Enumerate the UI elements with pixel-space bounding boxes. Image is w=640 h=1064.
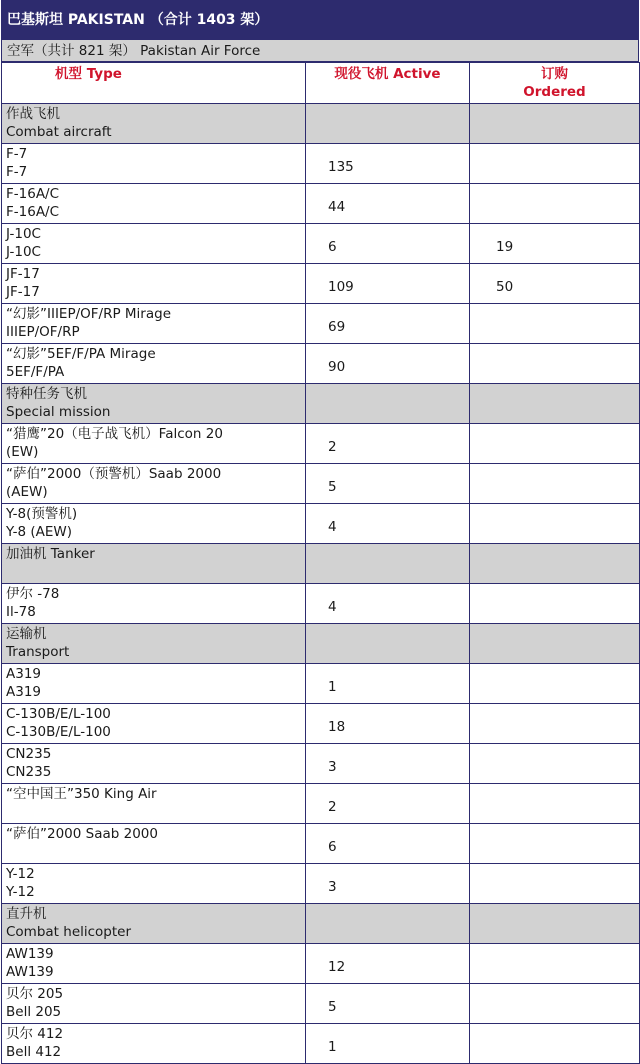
table-row — [2, 944, 640, 984]
type-cell — [2, 144, 306, 184]
ordered-count-cell — [470, 904, 640, 944]
type-cell — [2, 504, 306, 544]
table-row — [2, 664, 640, 704]
type-name-line2: Combat aircraft — [6, 124, 112, 140]
active-count-cell: 18 — [306, 704, 470, 744]
ordered-count-cell — [470, 664, 640, 704]
table-row — [2, 304, 640, 344]
type-name-line2: C-130B/E/L-100 — [6, 724, 111, 740]
type-cell — [2, 104, 306, 144]
type-name-line1: JF-17 — [6, 266, 40, 282]
table-row — [2, 224, 640, 264]
type-name-line2: F-7 — [6, 164, 28, 180]
table-row — [2, 504, 640, 544]
type-cell — [2, 224, 306, 264]
type-cell — [2, 704, 306, 744]
type-name-line1: F-16A/C — [6, 186, 60, 202]
active-count-cell: 1 — [306, 664, 470, 704]
type-name-line1: 直升机 — [6, 906, 47, 922]
type-name-line1: 贝尔 205 — [6, 986, 64, 1002]
ordered-count-cell — [470, 704, 640, 744]
ordered-count-cell — [470, 744, 640, 784]
ordered-count-cell — [470, 344, 640, 384]
type-cell — [2, 784, 306, 824]
type-name-line1: CN235 — [6, 746, 52, 762]
active-count-cell: 1 — [306, 1024, 470, 1064]
category-row — [2, 904, 640, 944]
type-cell — [2, 344, 306, 384]
type-cell — [2, 464, 306, 504]
type-cell — [2, 744, 306, 784]
table-row — [2, 584, 640, 624]
type-cell — [2, 1024, 306, 1064]
type-cell — [2, 824, 306, 864]
active-count-cell: 135 — [306, 144, 470, 184]
active-count-cell: 12 — [306, 944, 470, 984]
active-count-cell: 4 — [306, 504, 470, 544]
type-name-line2: JF-17 — [6, 284, 40, 300]
type-name-line2: IIIEP/OF/RP — [6, 324, 80, 340]
type-name-line2: Il-78 — [6, 604, 36, 620]
type-name-line2: Y-8 (AEW) — [6, 524, 73, 540]
active-count-cell — [306, 904, 470, 944]
ordered-count-cell — [470, 784, 640, 824]
ordered-count-cell — [470, 624, 640, 664]
aircraft-table — [1, 62, 640, 1064]
type-name-line2: (EW) — [6, 444, 39, 460]
type-cell — [2, 584, 306, 624]
type-name-line2: Transport — [6, 644, 70, 660]
active-count-cell: 2 — [306, 784, 470, 824]
table-row — [2, 264, 640, 304]
ordered-count-cell: 50 — [470, 264, 640, 304]
type-name-line2: Combat helicopter — [6, 924, 132, 940]
category-row — [2, 384, 640, 424]
ordered-header-cn: 订购 — [541, 66, 568, 82]
table-row — [2, 864, 640, 904]
active-count-cell: 5 — [306, 464, 470, 504]
type-name-line1: Y-12 — [6, 866, 35, 882]
active-count-cell: 69 — [306, 304, 470, 344]
table-header-row — [2, 63, 640, 104]
ordered-column-header — [470, 63, 640, 104]
type-cell — [2, 184, 306, 224]
type-name-line1: J-10C — [6, 226, 41, 242]
type-name-line1: “幻影”5EF/F/PA Mirage — [6, 346, 156, 362]
type-name-line1: 特种任务飞机 — [6, 386, 87, 402]
table-row — [2, 784, 640, 824]
type-name-line2: CN235 — [6, 764, 52, 780]
table-row — [2, 704, 640, 744]
type-name-line2: Bell 205 — [6, 1004, 62, 1020]
ordered-count-cell — [470, 464, 640, 504]
type-cell — [2, 624, 306, 664]
type-cell — [2, 984, 306, 1024]
type-cell — [2, 904, 306, 944]
active-count-cell: 4 — [306, 584, 470, 624]
section-subtitle: 空军（共计 821 架） Pakistan Air Force — [1, 40, 639, 62]
type-header-label: 机型 Type — [55, 66, 122, 82]
type-name-line1: A319 — [6, 666, 42, 682]
type-name-line1: “空中国王”350 King Air — [6, 786, 157, 802]
ordered-count-cell — [470, 184, 640, 224]
table-row — [2, 1024, 640, 1064]
type-cell — [2, 944, 306, 984]
type-cell — [2, 264, 306, 304]
ordered-count-cell: 19 — [470, 224, 640, 264]
ordered-count-cell — [470, 504, 640, 544]
ordered-count-cell — [470, 824, 640, 864]
table-row — [2, 824, 640, 864]
type-name-line1: “猎鹰”20（电子战飞机）Falcon 20 — [6, 426, 223, 442]
type-cell — [2, 384, 306, 424]
type-name-line2: 5EF/F/PA — [6, 364, 65, 380]
type-column-header — [2, 63, 306, 104]
ordered-count-cell — [470, 424, 640, 464]
type-name-line1: 运输机 — [6, 626, 47, 642]
country-title: 巴基斯坦 PAKISTAN （合计 1403 架） — [1, 0, 639, 40]
type-name-line2: F-16A/C — [6, 204, 60, 220]
ordered-count-cell — [470, 144, 640, 184]
active-count-cell: 3 — [306, 744, 470, 784]
table-row — [2, 344, 640, 384]
active-count-cell — [306, 624, 470, 664]
ordered-header-en: Ordered — [523, 84, 586, 100]
type-cell — [2, 864, 306, 904]
type-cell — [2, 304, 306, 344]
type-name-line1: 作战飞机 — [6, 106, 60, 122]
type-name-line2: (AEW) — [6, 484, 48, 500]
type-name-line1: C-130B/E/L-100 — [6, 706, 111, 722]
active-count-cell: 6 — [306, 224, 470, 264]
inventory-panel — [1, 0, 639, 1064]
ordered-count-cell — [470, 1024, 640, 1064]
active-count-cell: 44 — [306, 184, 470, 224]
type-name-line1: 贝尔 412 — [6, 1026, 64, 1042]
ordered-count-cell — [470, 984, 640, 1024]
ordered-count-cell — [470, 944, 640, 984]
active-column-header — [306, 63, 470, 104]
type-name-line2: J-10C — [6, 244, 41, 260]
type-name-line2: Bell 412 — [6, 1044, 62, 1060]
table-row — [2, 424, 640, 464]
category-row — [2, 104, 640, 144]
type-cell — [2, 544, 306, 584]
ordered-count-cell — [470, 864, 640, 904]
table-row — [2, 984, 640, 1024]
ordered-count-cell — [470, 384, 640, 424]
active-count-cell: 90 — [306, 344, 470, 384]
type-name-line1: F-7 — [6, 146, 28, 162]
ordered-count-cell — [470, 304, 640, 344]
table-row — [2, 744, 640, 784]
type-cell — [2, 424, 306, 464]
type-cell — [2, 664, 306, 704]
ordered-count-cell — [470, 584, 640, 624]
table-row — [2, 464, 640, 504]
table-row — [2, 144, 640, 184]
active-count-cell: 6 — [306, 824, 470, 864]
type-name-line2: A319 — [6, 684, 42, 700]
active-header-label: 现役飞机 Active — [334, 66, 441, 82]
active-count-cell: 5 — [306, 984, 470, 1024]
active-count-cell — [306, 544, 470, 584]
category-row — [2, 624, 640, 664]
type-name-line1: “萨伯”2000（预警机）Saab 2000 — [6, 466, 222, 482]
type-name-line1: Y-8(预警机) — [6, 506, 78, 522]
type-name-line1: 加油机 Tanker — [6, 546, 95, 562]
type-name-line2: Special mission — [6, 404, 111, 420]
type-name-line1: “幻影”IIIEP/OF/RP Mirage — [6, 306, 171, 322]
active-count-cell: 3 — [306, 864, 470, 904]
category-row — [2, 544, 640, 584]
table-row — [2, 184, 640, 224]
active-count-cell: 109 — [306, 264, 470, 304]
type-name-line2: AW139 — [6, 964, 54, 980]
ordered-count-cell — [470, 544, 640, 584]
type-name-line2: Y-12 — [6, 884, 35, 900]
active-count-cell — [306, 384, 470, 424]
active-count-cell: 2 — [306, 424, 470, 464]
type-name-line1: 伊尔 -78 — [6, 586, 60, 602]
type-name-line1: AW139 — [6, 946, 54, 962]
active-count-cell — [306, 104, 470, 144]
ordered-count-cell — [470, 104, 640, 144]
type-name-line1: “萨伯”2000 Saab 2000 — [6, 826, 158, 842]
